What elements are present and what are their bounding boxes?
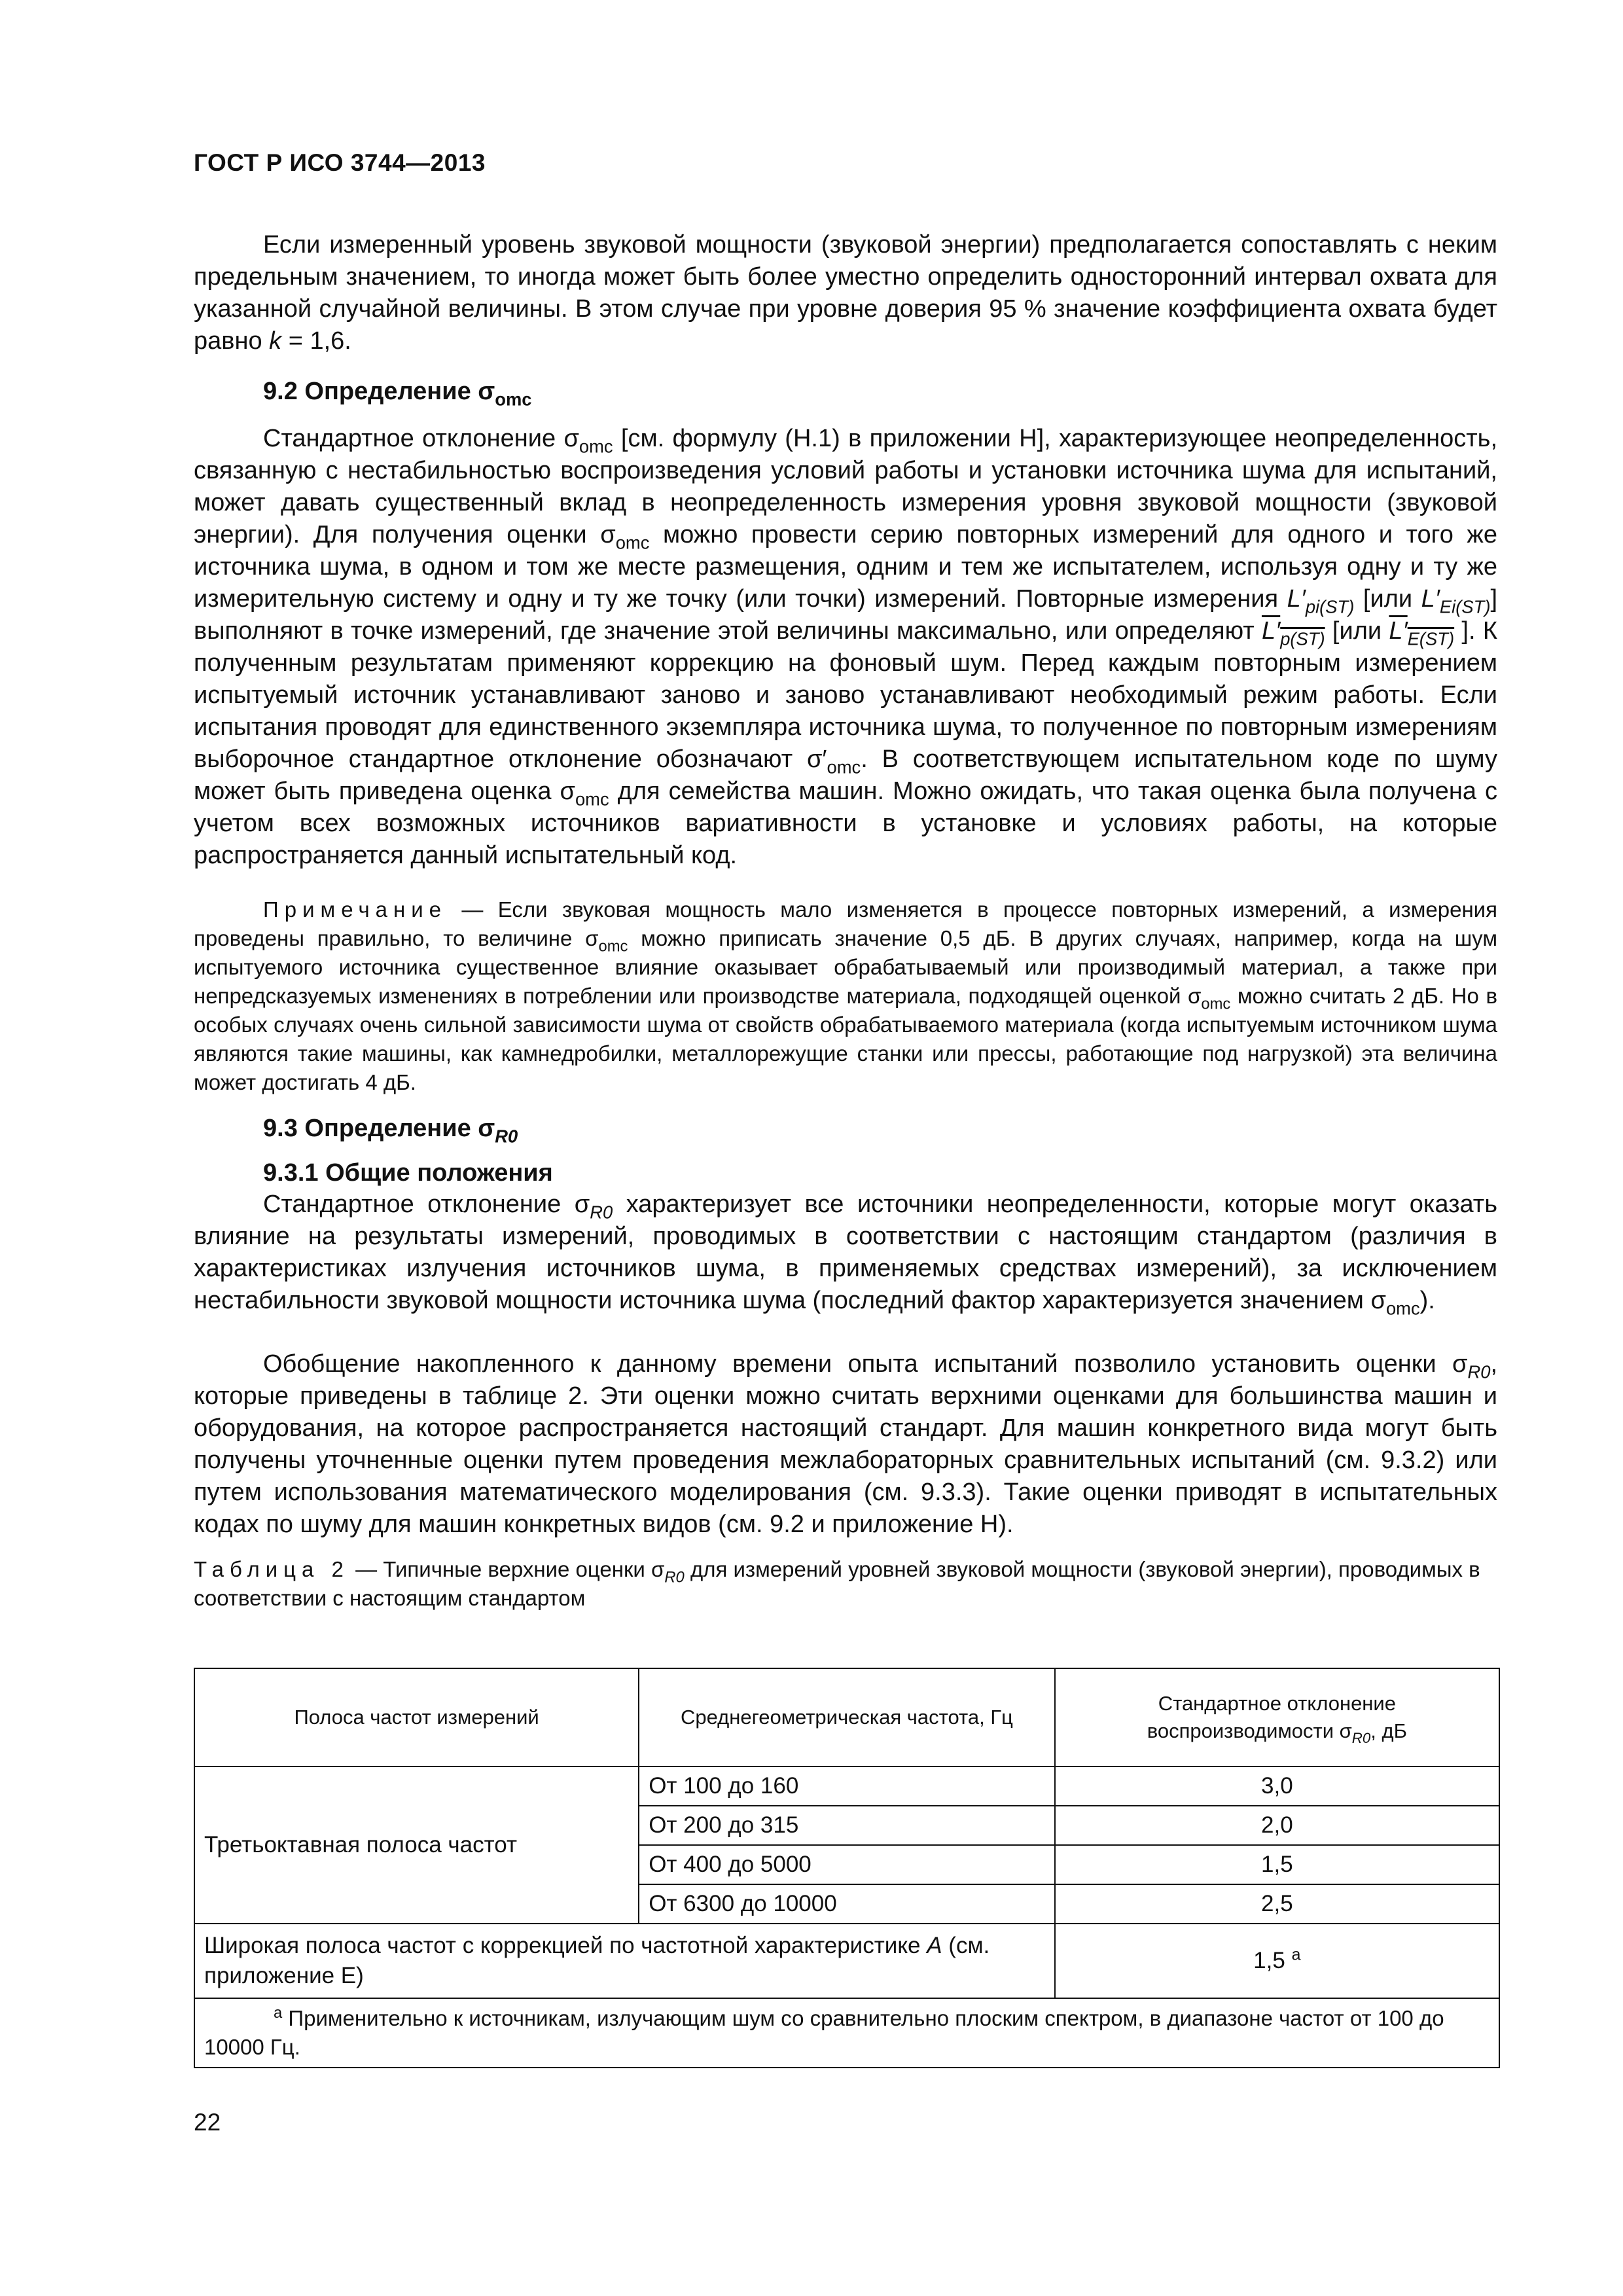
note-paragraph: Примечание — Если звуковая мощность мало изменяется в процессе повторных измерений, а измерения проведены правильно, то величине $\sigma_{omc}$ можно приписать значение 0,5 дБ. В других случаях, например, когда на шум испытуемого источника существенное влияние оказывает обрабатываемый или производимый материал, а также при непредсказуемых изменениях в потреблении или производстве материала, подходящей оценкой $\sigma_{omc}$ можно считать 2 дБ. Но в особых случаях очень сильной зависимости шума от свойств обрабатываемого материала (когда испытуемым источником шума являются такие машины, как камнедробилки, металлорежущие станки или прессы, работающие под нагрузкой) эта величина может достигать 4 дБ.	[194, 897, 1498, 1094]
table-footnote: $^a$ Применительно к источникам, излучающим шум со сравнительно плоским спектром, в диапазоне частот от 100 до 10000 Гц.	[194, 1998, 1499, 2068]
k-value: = 1,6.	[281, 327, 351, 355]
table-cell-value: 2,5	[1055, 1884, 1499, 1924]
table-cell-value: 1,5 $^a$	[1055, 1924, 1499, 1998]
table-header-cell: Полоса частот измерений	[194, 1668, 639, 1767]
table-cell-freq: От 100 до 160	[639, 1767, 1054, 1806]
table-cell-value: 2,0	[1055, 1806, 1499, 1845]
table-row	[194, 1767, 1499, 1806]
section-9-3-1-paragraph-2: Обобщение накопленного к данному времени опыта испытаний позволило установить оценки $\sigma_{R0}$, которые приведены в таблице 2. Эти оценки можно считать верхними оценками для большинства машин и оборудования, на которое распространяется настоящий стандарт. Для машин конкретного вида могут быть получены уточненные оценки путем проведения межлабораторных сравнительных испытаний (см. 9.3.2) или путем использования математического моделирования (см. 9.3.3). Такие оценки приводят в испытательных кодах по шуму для машин конкретных видов (см. 9.2 и приложение Н).	[194, 1350, 1497, 1538]
formula-lp-mean: $L'_{p(ST)}$	[1261, 617, 1325, 649]
page-number: 22	[194, 2109, 221, 2136]
table-caption-label: Таблица 2	[194, 1557, 349, 1581]
k-symbol: k	[269, 327, 282, 355]
table-cell-freq: От 6300 до 10000	[639, 1884, 1054, 1924]
table-cell-freq: От 400 до 5000	[639, 1845, 1054, 1884]
table-header-cell: Среднегеометрическая частота, Гц	[639, 1668, 1054, 1767]
document-header: ГОСТ Р ИСО 3744—2013	[194, 149, 486, 176]
intro-paragraph	[194, 229, 1497, 357]
intro-text: Если измеренный уровень звуковой мощности (звуковой энергии) предполагается сопоставлять с неким предельным значением, то иногда может быть более уместно определить односторонний интервал охвата для указанной случайной величины. В этом случае при уровне доверия 95 % значение коэффициента охвата будет равно	[194, 231, 1497, 355]
table-header-cell: Стандартное отклонение воспроизводимости $\sigma_{R0}$, дБ	[1055, 1668, 1499, 1767]
table-cell-value: 1,5	[1055, 1845, 1499, 1884]
section-9-2-heading: 9.2 Определение $\sigma_{omc}$	[263, 378, 532, 410]
section-9-3-heading: 9.3 Определение $\sigma_{R0}$	[263, 1115, 518, 1147]
formula-le-mean: $L'_{E(ST)}$	[1389, 617, 1455, 649]
note-label: Примечание	[263, 897, 448, 922]
formula-le: L′	[1421, 585, 1440, 613]
table-cell-freq: От 200 до 315	[639, 1806, 1054, 1845]
formula-lp: L′	[1287, 585, 1306, 613]
table-cell-band: Третьоктавная полоса частот	[194, 1767, 639, 1924]
section-9-3-1-paragraph-1: Стандартное отклонение $\sigma_{R0}$ характеризует все источники неопределенности, которые могут оказать влияние на результаты измерений, проводимых в соответствии с настоящим стандартом (различия в характеристиках излучения источников шума, в применяемых средствах измерений), за исключением нестабильности звуковой мощности источника шума (последний фактор характеризуется значением $\sigma_{omc}$).	[194, 1191, 1498, 1319]
table-footnote-row	[194, 1998, 1499, 2068]
table-caption: Таблица 2 — Типичные верхние оценки $\sigma_{R0}$ для измерений уровней звуковой мощности (звуковой энергии), проводимых в соответствии с настоящим стандартом	[194, 1557, 1480, 1610]
table-row-broadband	[194, 1924, 1499, 1998]
section-9-2-paragraph: Стандартное отклонение $\sigma_{omc}$ [см. формулу (Н.1) в приложении Н], характеризующее неопределенность, связанную с нестабильностью воспроизведения условий работы и установки источника шума для испытаний, может давать существенный вклад в неопределенность измерения уровня звуковой мощности (звуковой энергии). Для получения оценки $\sigma_{omc}$ можно провести серию повторных измерений для одного и того же источника шума, в одном и том же месте размещения, одним и тем же испытателем, используя одну и ту же измерительную систему и одну и ту же точку (или точки) измерений. Повторные измерения $L'_{pi(ST)}$ [или $L'_{Ei(ST)}$] выполняют в точке измерений, где значение этой величины максимально, или определяют $L'_{p(ST)}$ [или $L'_{E(ST)}$ ]. К полученным результатам применяют коррекцию на фоновый шум. Перед каждым повторным измерением испытуемый источник устанавливают заново и заново устанавливают необходимый режим работы. Если испытания проводят для единственного экземпляра источника шума, то полученное по повторным измерениям выборочное стандартное отклонение обозначают $\sigma'_{omc}$. В соответствующем испытательном коде по шуму может быть приведена оценка $\sigma_{omc}$ для семейства машин. Можно ожидать, что такая оценка была получена с учетом всех возможных источников вариативности в установке и условиях работы, на которые распространяется данный испытательный код.	[194, 425, 1498, 869]
table-cell-value: 3,0	[1055, 1767, 1499, 1806]
table-cell-broadband: Широкая полоса частот с коррекцией по частотной характеристике А (см. приложение Е)	[194, 1924, 1055, 1998]
table-2	[194, 1668, 1500, 2068]
table-header-row	[194, 1668, 1499, 1767]
section-9-3-1-heading: 9.3.1 Общие положения	[263, 1159, 553, 1187]
